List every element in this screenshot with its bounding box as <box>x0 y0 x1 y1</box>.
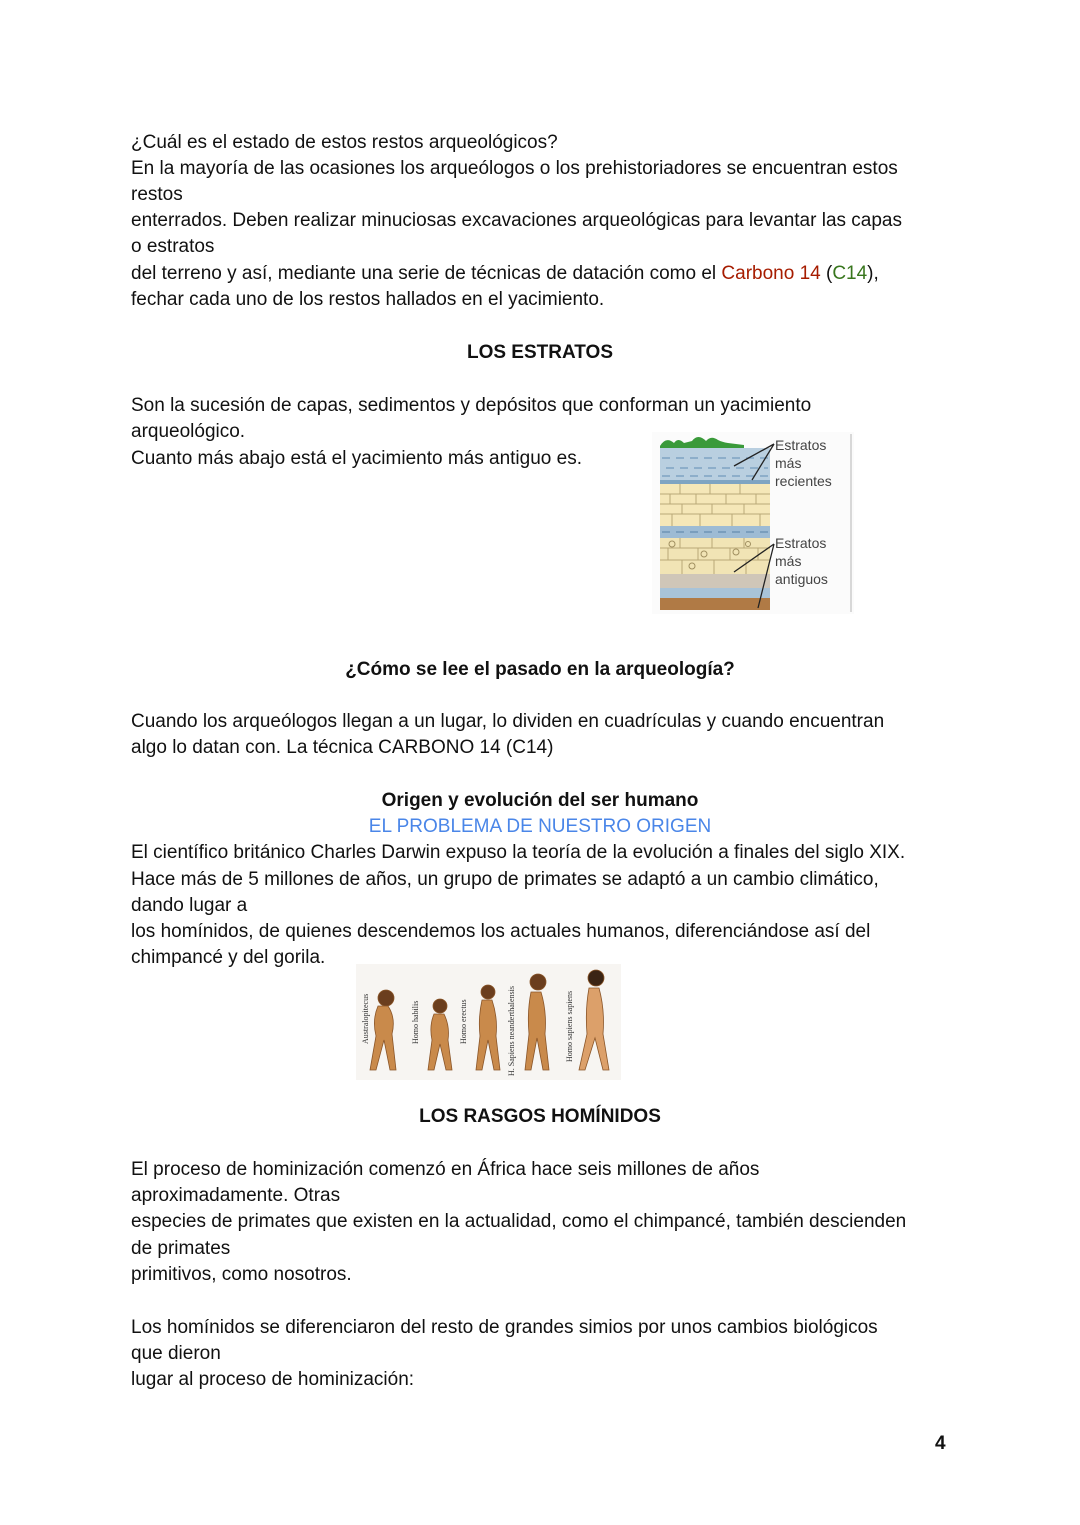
label-text: más <box>775 455 802 471</box>
origen-heading: Origen y evolución del ser humano <box>381 790 699 811</box>
page-number: 4 <box>935 1433 946 1454</box>
estratos-heading: LOS ESTRATOS <box>466 342 614 363</box>
label-text: más <box>775 553 802 569</box>
svg-text:Homo sapiens sapiens: Homo sapiens sapiens <box>565 990 574 1062</box>
evolution-figure <box>356 964 621 1080</box>
paragraph-line: o estratos <box>131 236 215 257</box>
paragraph-line: Son la sucesión de capas, sedimentos y depósitos que conforman un yacimiento <box>131 395 812 416</box>
text: del terreno y así, mediante una serie de técnicas de datación como el <box>131 263 722 284</box>
paragraph-line: El científico británico Charles Darwin expuso la teoría de la evolución a finales del siglo XIX. <box>131 842 906 863</box>
label-text: Estratos <box>775 437 827 453</box>
paragraph-line: especies de primates que existen en la actualidad, como el chimpancé, también descienden <box>131 1211 907 1232</box>
paragraph-line: dando lugar a <box>131 895 248 916</box>
text: ), <box>867 263 879 284</box>
paragraph-line: restos <box>131 184 183 205</box>
paragraph-line: enterrados. Deben realizar minuciosas excavaciones arqueológicas para levantar las capas <box>131 210 902 231</box>
paragraph-line: Cuanto más abajo está el yacimiento más antiguo es. <box>131 448 582 469</box>
paragraph-line: lugar al proceso de hominización: <box>131 1369 415 1390</box>
text: ( <box>820 263 833 284</box>
c14-highlight: C14 <box>832 263 868 284</box>
paragraph-line: chimpancé y del gorila. <box>131 947 326 968</box>
label-text: antiguos <box>775 571 828 587</box>
strata-label-recent <box>775 436 832 490</box>
paragraph-line: El proceso de hominización comenzó en África hace seis millones de años <box>131 1159 760 1180</box>
paragraph-line: primitivos, como nosotros. <box>131 1264 352 1285</box>
paragraph-line: que dieron <box>131 1343 221 1364</box>
origen-subheading: EL PROBLEMA DE NUESTRO ORIGEN <box>368 816 712 837</box>
svg-text:H. Sapiens neanderthalensis: H. Sapiens neanderthalensis <box>507 986 516 1076</box>
strata-figure <box>652 432 854 614</box>
paragraph-line: En la mayoría de las ocasiones los arqueólogos o los prehistoriadores se encuentran estos <box>131 158 898 179</box>
svg-text:Homo habilis: Homo habilis <box>411 1000 420 1044</box>
paragraph-line: fechar cada uno de los restos hallados en el yacimiento. <box>131 289 605 310</box>
svg-text:Homo erectus: Homo erectus <box>459 999 468 1044</box>
lectura-heading: ¿Cómo se lee el pasado en la arqueología? <box>345 659 735 680</box>
label-text: recientes <box>775 473 832 489</box>
paragraph-line: los homínidos, de quienes descendemos los actuales humanos, diferenciándose así del <box>131 921 871 942</box>
paragraph-line: Hace más de 5 millones de años, un grupo de primates se adaptó a un cambio climático, <box>131 869 879 890</box>
label-text: Estratos <box>775 535 827 551</box>
paragraph-line: Los homínidos se diferenciaron del resto de grandes simios por unos cambios biológicos <box>131 1317 878 1338</box>
paragraph-line: de primates <box>131 1238 231 1259</box>
strata-label-old <box>775 534 828 588</box>
paragraph-line: aproximadamente. Otras <box>131 1185 341 1206</box>
paragraph-line: arqueológico. <box>131 421 246 442</box>
rasgos-heading: LOS RASGOS HOMÍNIDOS <box>419 1106 661 1127</box>
question-text: ¿Cuál es el estado de estos restos arqueológicos? <box>131 132 558 153</box>
label: Australopitecus <box>361 993 370 1044</box>
paragraph-line: Cuando los arqueólogos llegan a un lugar, lo dividen en cuadrículas y cuando encuentran <box>131 711 885 732</box>
paragraph-line: algo lo datan con. La técnica CARBONO 14 (C14) <box>131 737 554 758</box>
paragraph-line-carbono <box>131 261 879 287</box>
carbono-highlight: Carbono 14 <box>721 263 821 284</box>
human-evolution-icon <box>356 964 621 1080</box>
